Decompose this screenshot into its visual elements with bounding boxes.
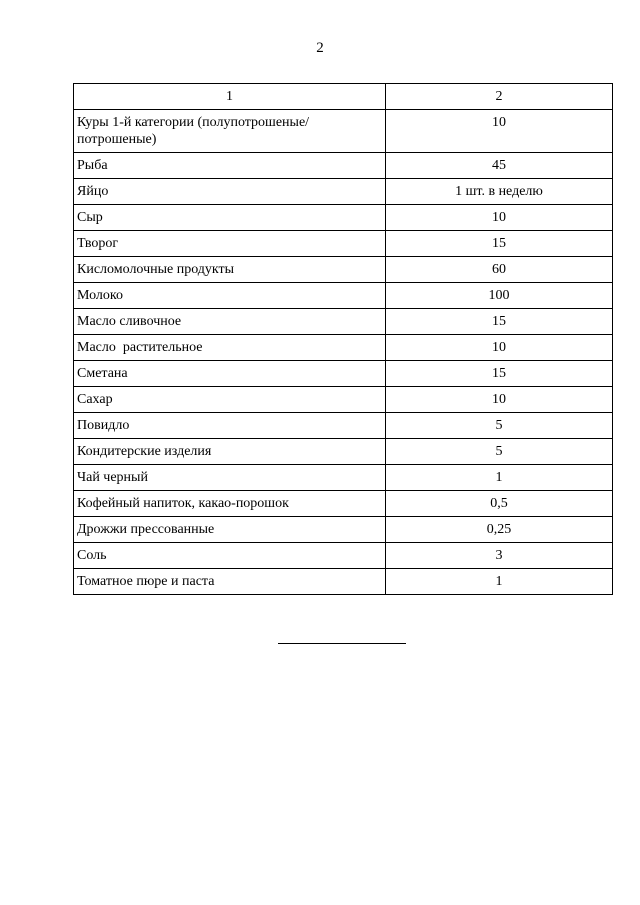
table-header-row xyxy=(74,84,613,110)
table-row xyxy=(74,335,613,361)
product-amount: 10 xyxy=(386,387,613,413)
product-name: Сыр xyxy=(74,205,386,231)
table-row xyxy=(74,413,613,439)
product-amount: 5 xyxy=(386,413,613,439)
product-name: Дрожжи прессованные xyxy=(74,517,386,543)
product-name xyxy=(74,110,386,153)
product-amount: 10 xyxy=(386,110,613,153)
product-name: Молоко xyxy=(74,283,386,309)
product-name: Сметана xyxy=(74,361,386,387)
table-row xyxy=(74,517,613,543)
end-divider-line xyxy=(278,643,406,644)
product-name: Кисломолочные продукты xyxy=(74,257,386,283)
product-amount: 5 xyxy=(386,439,613,465)
food-norms-table xyxy=(73,83,613,595)
table-row xyxy=(74,153,613,179)
product-name-text: Куры 1-й категории (полупотрошеные/потрошеные) xyxy=(77,115,310,147)
product-amount: 10 xyxy=(386,335,613,361)
product-amount: 45 xyxy=(386,153,613,179)
product-amount: 100 xyxy=(386,283,613,309)
product-name: Сахар xyxy=(74,387,386,413)
table-row xyxy=(74,257,613,283)
page-number: 2 xyxy=(316,40,324,56)
product-name: Кофейный напиток, какао-порошок xyxy=(74,491,386,517)
table-row xyxy=(74,110,613,153)
table-row xyxy=(74,309,613,335)
table-row xyxy=(74,387,613,413)
product-amount: 3 xyxy=(386,543,613,569)
product-name: Рыба xyxy=(74,153,386,179)
product-name: Соль xyxy=(74,543,386,569)
product-name: Повидло xyxy=(74,413,386,439)
product-amount: 0,25 xyxy=(386,517,613,543)
table-row xyxy=(74,283,613,309)
product-amount: 1 xyxy=(386,569,613,595)
product-name: Кондитерские изделия xyxy=(74,439,386,465)
table-row xyxy=(74,231,613,257)
table-row xyxy=(74,439,613,465)
table-row xyxy=(74,491,613,517)
product-name: Томатное пюре и паста xyxy=(74,569,386,595)
table-row xyxy=(74,569,613,595)
table-row xyxy=(74,179,613,205)
product-amount: 15 xyxy=(386,361,613,387)
table-row xyxy=(74,465,613,491)
product-name: Чай черный xyxy=(74,465,386,491)
table-row xyxy=(74,543,613,569)
product-name: Масло сливочное xyxy=(74,309,386,335)
column-header-2: 2 xyxy=(386,84,613,110)
product-amount: 1 шт. в неделю xyxy=(386,179,613,205)
product-name: Яйцо xyxy=(74,179,386,205)
column-header-1: 1 xyxy=(74,84,386,110)
product-amount: 10 xyxy=(386,205,613,231)
product-name: Творог xyxy=(74,231,386,257)
product-amount: 60 xyxy=(386,257,613,283)
product-amount: 15 xyxy=(386,231,613,257)
table-row xyxy=(74,361,613,387)
table-row xyxy=(74,205,613,231)
product-amount: 1 xyxy=(386,465,613,491)
product-amount: 15 xyxy=(386,309,613,335)
product-name: Масло растительное xyxy=(74,335,386,361)
product-amount: 0,5 xyxy=(386,491,613,517)
